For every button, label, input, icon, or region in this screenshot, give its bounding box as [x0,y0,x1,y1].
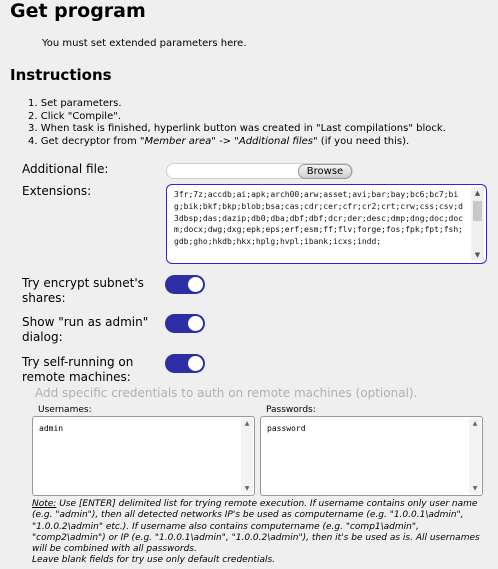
passwords-scrollbar[interactable] [469,418,481,494]
self-running-label-line2: remote machines: [22,370,131,384]
encrypt-subnet-label-line2: shares: [22,291,66,305]
scroll-up-icon[interactable]: ▲ [472,420,478,427]
passwords-value: password [267,424,306,433]
run-as-admin-label-line2: dialog: [22,330,63,344]
run-as-admin-toggle[interactable] [165,314,205,333]
run-as-admin-label [22,315,148,345]
scroll-up-icon[interactable]: ▲ [474,189,481,197]
self-running-label [22,355,133,385]
extensions-scrollbar[interactable] [471,187,484,261]
instructions-list [28,98,446,148]
self-running-label-line1: Try self-running on [22,355,134,369]
usernames-textarea[interactable] [32,416,255,496]
extensions-label: Extensions: [22,184,92,198]
note-last-line: Leave blank fields for try use only default credentials. [32,555,276,566]
scroll-down-icon[interactable]: ▼ [244,485,250,492]
self-running-toggle[interactable] [165,354,205,373]
toggle-knob [188,277,203,292]
usernames-scrollbar[interactable] [241,418,253,494]
encrypt-subnet-toggle[interactable] [165,275,205,294]
note-prefix: Note: [32,499,57,509]
run-as-admin-label-line1: Show "run as admin" [22,315,149,329]
additional-file-label: Additional file: [22,162,109,176]
encrypt-subnet-label [22,276,144,306]
credentials-note [32,499,482,567]
step-2: 2. Click "Compile". [28,110,122,122]
page-subtitle: You must set extended parameters here. [42,38,247,49]
extensions-textarea[interactable] [166,184,487,264]
toggle-knob [188,356,203,371]
step-3: 3. When task is finished, hyperlink button was created in "Last compilations" block. [28,123,446,134]
extensions-value: 3fr;7z;accdb;ai;apk;arch00;arw;asset;avi;bar;bay;bc6;bc7;big;bik;bkf;bkp;blob;bsa;cas;cdr;cer;cfr;cr2;crt;crw;css;csv;d3dbsp;das;dazip;db0;dba;dbf;dbf;dcr;der;desc;dmp;dng;doc;docm;docx;dwg;dxg;epk;eps;erf;esm;ff;flv;forge;fos;fpk;fpt;fsh;gdb;gho;hkdb;hkx;hplg;hvpl;ibank;icxs;indd; [174,190,463,247]
scroll-down-icon[interactable]: ▼ [474,251,481,259]
scroll-up-icon[interactable]: ▲ [244,420,250,427]
credentials-title: Add specific credentials to auth on remote machines (optional). [35,386,418,400]
scroll-thumb[interactable] [473,201,482,221]
usernames-label: Usernames: [38,405,92,415]
passwords-textarea[interactable] [260,416,483,496]
step-4-text-a: 4. Get decryptor from [28,135,140,147]
page-title: Get program [10,0,146,22]
browse-button[interactable]: Browse [298,164,352,179]
instructions-heading: Instructions [10,66,112,84]
scroll-down-icon[interactable]: ▼ [472,485,478,492]
toggle-knob [188,316,203,331]
usernames-value: admin [39,424,64,433]
passwords-label: Passwords: [266,405,316,415]
step-4-text-c: (if you need this). [317,135,410,147]
step-1: 1. Set parameters. [28,98,122,109]
step-4-path: "Member area" -> "Additional files" [139,135,318,147]
encrypt-subnet-label-line1: Try encrypt subnet's [22,276,144,290]
step-4 [28,136,446,149]
note-text: Use [ENTER] delimited list for trying remote execution. If username contains only user name (e.g. "admin"), then all detected networks IP's be used as computername (e.g. "1.0.0.1\admin", "1.0.0.2\admin" etc.). If username also contains computername (e.g. "comp1\admin", "comp2\admin") or IP (e.g. "1.0.0.1\admin", "1.0.0.2\admin"), then it's be used as is. All usernames will be combined with all passwords. [32,499,480,555]
